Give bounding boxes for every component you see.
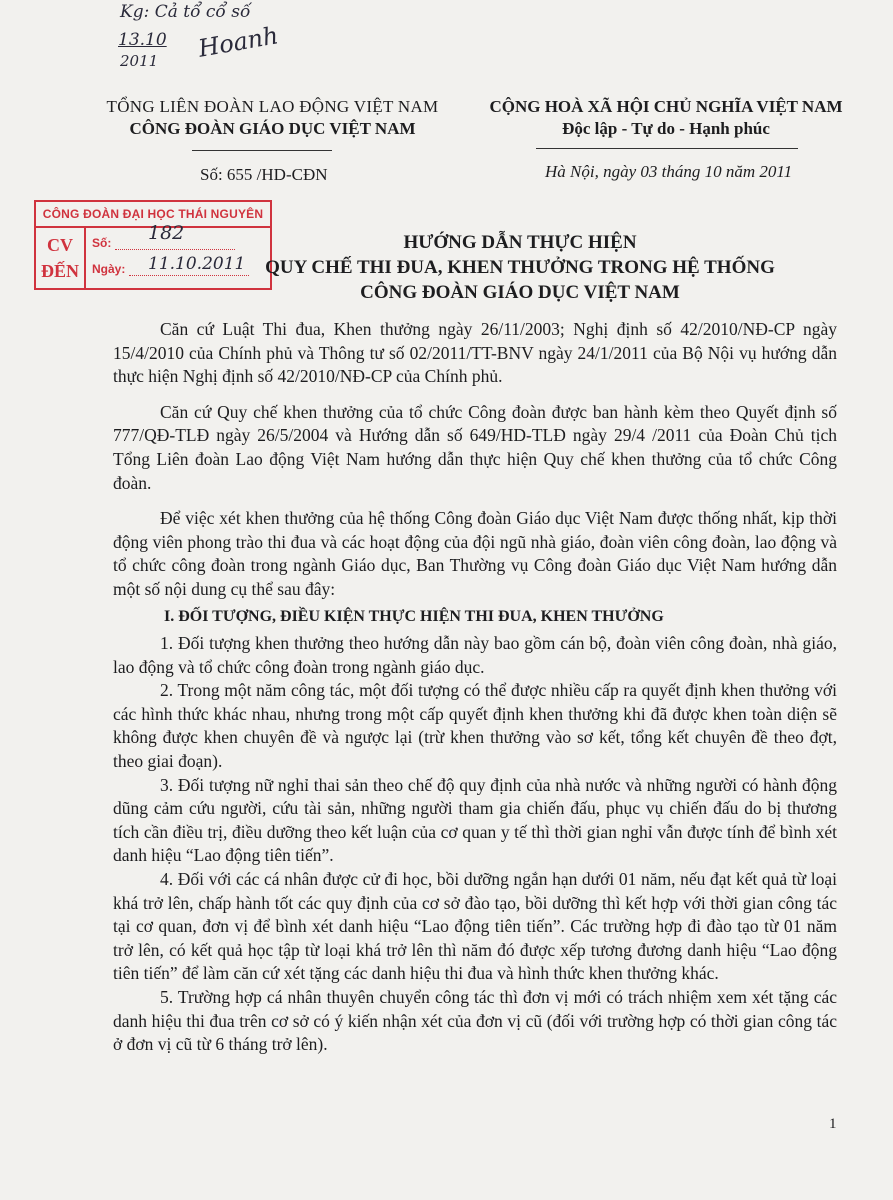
issuer-block [100,97,445,139]
title-line-2: QUY CHẾ THI ĐUA, KHEN THƯỞNG TRONG HỆ THỐNG [265,257,775,278]
document-title [190,230,850,305]
issue-date: Hà Nội, ngày 03 tháng 10 năm 2011 [545,162,793,181]
list-item: 4. Đối với các cá nhân được cử đi học, bồi dưỡng ngắn hạn dưới 01 năm, nếu đạt kết quả từ loại khá trở lên, chấp hành tốt các quy định của cơ sở đào tạo, bồi dưỡng thì kết hợp với thời gian công tác tại cơ quan, đơn vị để bình xét danh hiệu “Lao động tiên tiến”. Các trường hợp đi đào tạo từ 01 năm trở lên, có kết quả học tập từ loại khá trở lên thì năm đó được xếp tương đương danh hiệu “Lao động tiên tiến” để làm căn cứ xét tặng các danh hiệu thi đua và hình thức khen thưởng khác. [113,868,837,984]
handwritten-year: 2011 [120,52,159,70]
stamp-date-value: 11.10.2011 [148,254,246,274]
stamp-number-label: Số: [92,236,112,250]
list-item: 1. Đối tượng khen thưởng theo hướng dẫn này bao gồm cán bộ, đoàn viên công đoàn, nhà giáo, lao động và tổ chức công đoàn trong ngành giáo dục. [113,633,837,677]
handwritten-signature: Hoanh [196,21,281,63]
preamble-paragraph: Căn cứ Quy chế khen thưởng của tổ chức Công đoàn được ban hành kèm theo Quyết định số 777/QĐ-TLĐ ngày 26/5/2004 và Hướng dẫn số 649/HD-TLĐ ngày 29/4 /2011 của Đoàn Chủ tịch Tổng Liên đoàn Lao động Việt Nam hướng dẫn thực hiện Quy chế khen thưởng của tổ chức Công đoàn. [113,401,837,493]
national-motto: Độc lập - Tự do - Hạnh phúc [562,119,770,138]
section-heading: I. ĐỐI TƯỢNG, ĐIỀU KIỆN THỰC HIỆN THI ĐUA, KHEN THƯỞNG [164,608,664,625]
handwritten-note: Kg: Cả tổ cổ số [120,2,251,22]
stamp-den-label: ĐẾN [40,261,79,281]
stamp-cv-label: CV [47,235,73,255]
stamp-title: CÔNG ĐOÀN ĐẠI HỌC THÁI NGUYÊN [36,202,270,228]
page-number: 1 [829,1116,837,1132]
list-item: 3. Đối tượng nữ nghỉ thai sản theo chế độ quy định của nhà nước và những người có hành động dũng cảm cứu người, cứu tài sản, những người tham gia chiến đấu, phục vụ chiến đấu do bị thương tích cần điều trị, điều dưỡng theo kết luận của cơ quan y tế thì thời gian nghỉ vẫn được tính để bình xét danh hiệu “Lao động tiên tiến”. [113,774,837,866]
stamp-cv-box [36,228,86,288]
nation-name: CỘNG HOÀ XÃ HỘI CHỦ NGHĨA VIỆT NAM [489,97,843,116]
list-item: 2. Trong một năm công tác, một đối tượng có thể được nhiều cấp ra quyết định khen thưởng với các hình thức khác nhau, nhưng trong một cấp quyết định khen thưởng khi đã được khen toàn diện sẽ không được khen chuyên đề và ngược lại (trừ khen thưởng vào sơ kết, tổng kết chuyên đề theo đợt, theo giai đoạn). [113,680,837,771]
preamble-paragraph: Để việc xét khen thưởng của hệ thống Công đoàn Giáo dục Việt Nam được thống nhất, kịp thời động viên phong trào thi đua và các hoạt động của đội ngũ nhà giáo, đoàn viên công đoàn, lao động và tổ chức công đoàn trong ngành Giáo dục, Ban Thường vụ Công đoàn Giáo dục Việt Nam hướng dẫn một số nội dung cụ thể sau đây: [113,508,837,599]
title-line-1: HƯỚNG DẪN THỰC HIỆN [403,232,637,253]
issuing-organization: CÔNG ĐOÀN GIÁO DỤC VIỆT NAM [129,119,416,138]
preamble-paragraph: Căn cứ Luật Thi đua, Khen thưởng ngày 26/11/2003; Nghị định số 42/2010/NĐ-CP ngày 15/4/2010 của Chính phủ và Thông tư số 02/2011/TT-BNV ngày 24/1/2011 của Bộ Nội vụ hướng dẫn thực hiện Nghị định số 42/2010/NĐ-CP của Chính phủ. [113,319,837,387]
stamp-number-value: 182 [148,222,185,244]
title-line-3: CÔNG ĐOÀN GIÁO DỤC VIỆT NAM [360,282,680,303]
national-heading [456,97,876,139]
document-number: Số: 655 /HD-CĐN [200,165,328,184]
issuer-underline [192,150,332,151]
list-item: 5. Trường hợp cá nhân thuyên chuyển công tác thì đơn vị mới có trách nhiệm xem xét tặng các danh hiệu thi đua trên cơ sở có ý kiến nhận xét của đơn vị cũ (đối với trường hợp có thời gian công tác ở đơn vị cũ từ 6 tháng trở lên). [113,986,837,1055]
motto-underline [536,148,798,149]
stamp-date-label: Ngày: [92,262,126,276]
preamble [113,318,837,614]
parent-organization: TỔNG LIÊN ĐOÀN LAO ĐỘNG VIỆT NAM [106,97,439,116]
section-items [113,632,837,1057]
handwritten-date: 13.10 [118,30,167,50]
